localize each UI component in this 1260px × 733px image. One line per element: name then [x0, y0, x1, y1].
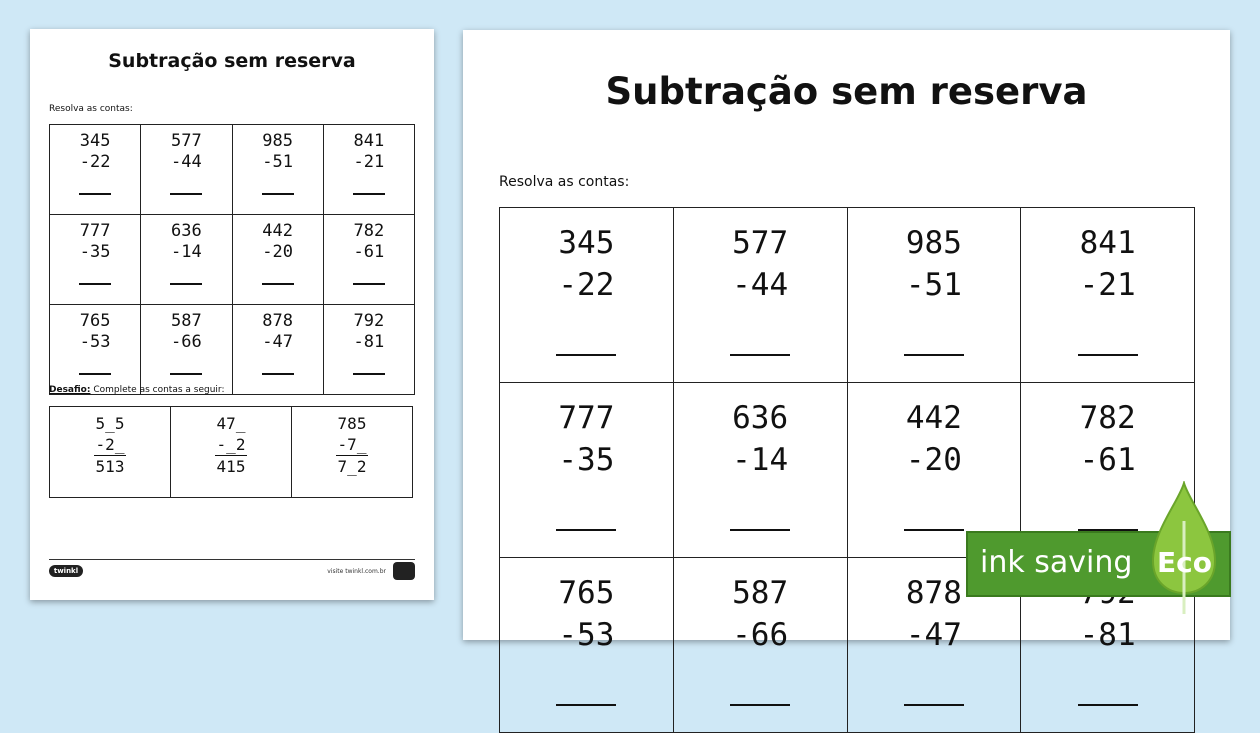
subtrahend: -66: [732, 617, 789, 653]
minuend: 782: [353, 221, 385, 241]
table-row: [50, 407, 413, 498]
problems-grid: [49, 124, 415, 395]
twinkl-logo: twinkl: [49, 565, 83, 577]
minuend: 345: [558, 225, 615, 261]
minuend: 765: [558, 575, 615, 611]
page-title: Subtração sem reserva: [605, 70, 1088, 113]
minuend: 636: [732, 400, 789, 436]
answer-line: [353, 173, 385, 195]
problem-cell: [141, 125, 232, 215]
minuend: 878: [262, 311, 293, 331]
minuend: 47_: [216, 414, 246, 433]
subtrahend: -_2: [216, 435, 246, 454]
result: 513: [95, 457, 125, 476]
subtrahend: -20: [905, 442, 962, 478]
minuend: 777: [79, 221, 111, 241]
ink-saving-text: ink saving: [980, 545, 1133, 580]
subtrahend: -53: [558, 617, 615, 653]
table-row: [50, 125, 415, 215]
subtrahend: -81: [353, 332, 385, 352]
subtrahend: -35: [79, 242, 111, 262]
answer-line: [556, 481, 616, 531]
problem-cell: [673, 383, 847, 558]
answer-line: [353, 263, 385, 285]
subtrahend: -14: [171, 242, 202, 262]
answer-line: [262, 263, 294, 285]
challenge-cell: [50, 407, 171, 498]
problem-cell: [232, 215, 323, 305]
problem-cell: [847, 208, 1021, 383]
minuend: 442: [262, 221, 293, 241]
subtrahend: -35: [558, 442, 615, 478]
problem-cell: [323, 125, 414, 215]
minuend: 577: [732, 225, 789, 261]
problem-cell: [500, 558, 674, 733]
subtrahend: -47: [262, 332, 293, 352]
subtrahend: -51: [905, 267, 962, 303]
subtrahend: -2_: [95, 435, 125, 454]
problem-cell: [500, 208, 674, 383]
page-title: Subtração sem reserva: [108, 50, 356, 72]
minuend: 841: [1079, 225, 1136, 261]
answer-line: [353, 353, 385, 375]
answer-line: [904, 481, 964, 531]
problem-cell: [232, 305, 323, 395]
subtrahend: -61: [353, 242, 385, 262]
minuend: 985: [905, 225, 962, 261]
answer-line: [556, 656, 616, 706]
answer-line: [79, 353, 111, 375]
minuend: 5_5: [95, 414, 125, 433]
subtrahend: -21: [1079, 267, 1136, 303]
answer-line: [904, 656, 964, 706]
problem-cell: [500, 383, 674, 558]
answer-line: [1078, 481, 1138, 531]
subtrahend: -20: [262, 242, 293, 262]
answer-line: [730, 656, 790, 706]
minuend: 792: [353, 311, 385, 331]
challenge-cell: [292, 407, 413, 498]
minuend: 785: [337, 414, 367, 433]
answer-line: [1078, 306, 1138, 356]
minuend: 841: [353, 131, 385, 151]
minuend: 878: [905, 575, 962, 611]
instruction-text: Resolva as contas:: [49, 104, 133, 114]
subtrahend: -61: [1079, 442, 1136, 478]
challenge-grid: [49, 406, 413, 498]
subtrahend: -22: [79, 152, 111, 172]
answer-line: [262, 353, 294, 375]
thumbnail-page: [30, 29, 434, 600]
minuend: 782: [1079, 400, 1136, 436]
minuend: 587: [171, 311, 202, 331]
result: 415: [216, 457, 246, 476]
problem-cell: [50, 305, 141, 395]
answer-line: [262, 173, 294, 195]
minuend: 577: [171, 131, 202, 151]
answer-line: [79, 263, 111, 285]
answer-line: [1078, 656, 1138, 706]
problem-cell: [323, 215, 414, 305]
challenge-cell: [171, 407, 292, 498]
answer-line: [556, 306, 616, 356]
minuend: 636: [171, 221, 202, 241]
answer-line: [79, 173, 111, 195]
answer-line: [904, 306, 964, 356]
problem-cell: [673, 208, 847, 383]
answer-line: [170, 173, 202, 195]
subtrahend: -22: [558, 267, 615, 303]
table-row: [50, 215, 415, 305]
answer-line: [170, 353, 202, 375]
eco-label: Eco: [1157, 546, 1212, 579]
subtrahend: -7_: [337, 435, 367, 454]
answer-line: [170, 263, 202, 285]
problem-cell: [673, 558, 847, 733]
minuend: 587: [732, 575, 789, 611]
subtrahend: -51: [262, 152, 293, 172]
subtrahend: -47: [905, 617, 962, 653]
table-row: [500, 208, 1195, 383]
footer-site: visite twinkl.com.br: [327, 568, 386, 575]
footer-badge-icon: [393, 562, 415, 580]
minuend: 442: [905, 400, 962, 436]
minuend: 345: [79, 131, 111, 151]
subtrahend: -53: [79, 332, 111, 352]
problem-cell: [1021, 208, 1195, 383]
problem-cell: [323, 305, 414, 395]
challenge-heading: [49, 385, 224, 395]
problem-cell: [50, 125, 141, 215]
subtrahend: -21: [353, 152, 385, 172]
minuend: 985: [262, 131, 293, 151]
subtrahend: -44: [171, 152, 202, 172]
problem-cell: [141, 305, 232, 395]
problem-cell: [50, 215, 141, 305]
answer-line: [730, 306, 790, 356]
challenge-label: Desafio:: [49, 385, 91, 395]
subtrahend: -14: [732, 442, 789, 478]
problem-cell: [141, 215, 232, 305]
problem-cell: [232, 125, 323, 215]
subtrahend: -81: [1079, 617, 1136, 653]
result: 7_2: [337, 457, 367, 476]
subtrahend: -44: [732, 267, 789, 303]
table-row: [50, 305, 415, 395]
instruction-text: Resolva as contas:: [499, 174, 630, 190]
minuend: 777: [558, 400, 615, 436]
answer-line: [730, 481, 790, 531]
challenge-text: Complete as contas a seguir:: [90, 385, 225, 395]
problems-grid: [499, 207, 1195, 733]
subtrahend: -66: [171, 332, 202, 352]
minuend: 765: [79, 311, 111, 331]
footer-divider: [49, 559, 415, 560]
